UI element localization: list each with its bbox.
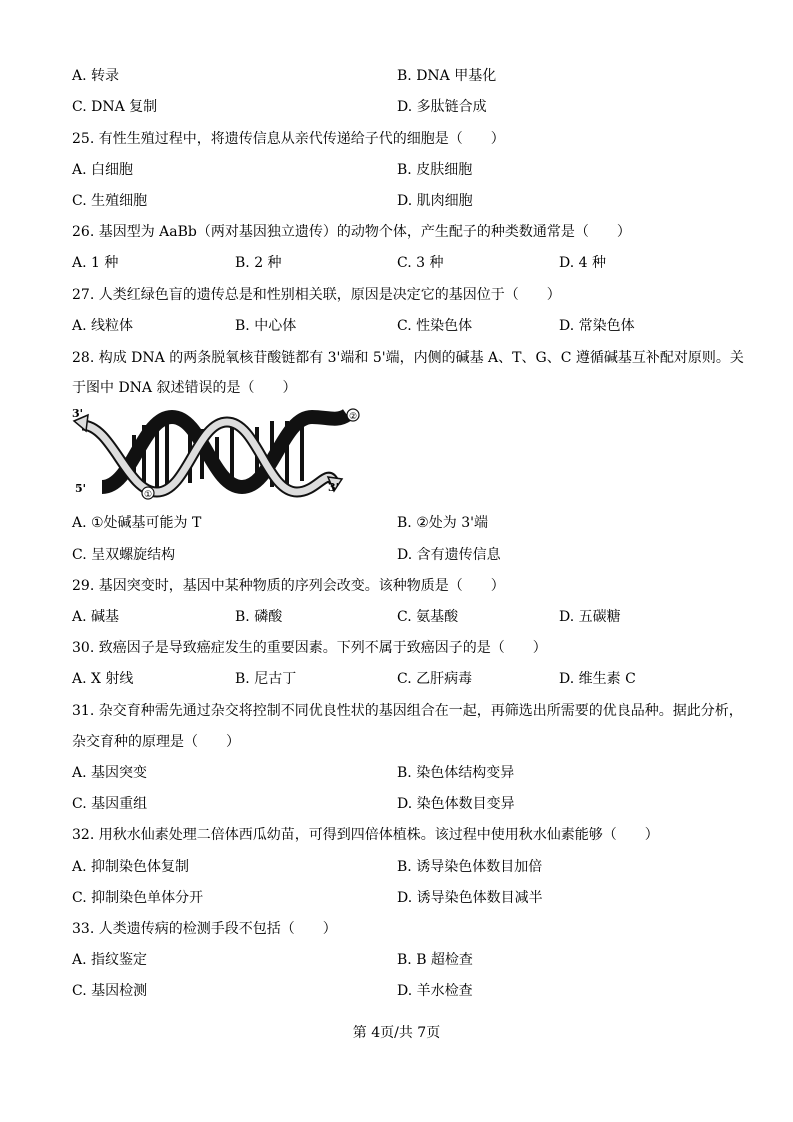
q28-stem-line1: 28. 构成 DNA 的两条脱氧核苷酸链都有 3'端和 5'端，内侧的碱基 A、T、G、C 遵循碱基互补配对原则。关 [72, 350, 744, 366]
q24-option-c: C. DNA 复制 [72, 99, 158, 115]
q28-stem-line2: 于图中 DNA 叙述错误的是（ ） [72, 380, 297, 396]
q30-option-a: A. X 射线 [72, 671, 134, 687]
q28-option-d: D. 含有遗传信息 [397, 547, 501, 563]
label-3-prime-top: 3' [72, 407, 84, 420]
q31-option-d: D. 染色体数目变异 [397, 796, 515, 812]
q28-option-b: B. ②处为 3'端 [397, 515, 488, 531]
q27-option-a: A. 线粒体 [72, 318, 134, 334]
q33-option-c: C. 基因检测 [72, 983, 148, 999]
q26-option-d: D. 4 种 [559, 255, 606, 271]
label-5-prime-bottom: 5' [75, 482, 87, 495]
q26-option-c: C. 3 种 [397, 255, 444, 271]
dna-double-helix-figure [72, 407, 362, 502]
q29-option-d: D. 五碳糖 [559, 609, 621, 625]
q33-stem: 33. 人类遗传病的检测手段不包括（ ） [72, 921, 337, 937]
q30-option-d: D. 维生素 C [559, 671, 636, 687]
q25-stem: 25. 有性生殖过程中，将遗传信息从亲代传递给子代的细胞是（ ） [72, 131, 505, 147]
q27-option-c: C. 性染色体 [397, 318, 473, 334]
q24-option-b: B. DNA 甲基化 [397, 68, 497, 84]
q32-option-d: D. 诱导染色体数目减半 [397, 890, 543, 906]
q32-stem: 32. 用秋水仙素处理二倍体西瓜幼苗，可得到四倍体植株。该过程中使用秋水仙素能够（ ） [72, 827, 659, 843]
page-number-footer: 第 4页/共 7页 [352, 1025, 441, 1041]
q27-stem: 27. 人类红绿色盲的遗传总是和性别相关联，原因是决定它的基因位于（ ） [72, 287, 561, 303]
q24-option-a: A. 转录 [72, 68, 120, 84]
q31-option-a: A. 基因突变 [72, 765, 148, 781]
q25-option-a: A. 白细胞 [72, 162, 134, 178]
q25-option-d: D. 肌肉细胞 [397, 193, 473, 209]
q25-option-c: C. 生殖细胞 [72, 193, 148, 209]
q25-option-b: B. 皮肤细胞 [397, 162, 473, 178]
q28-option-c: C. 呈双螺旋结构 [72, 547, 176, 563]
q32-option-b: B. 诱导染色体数目加倍 [397, 859, 543, 875]
q29-option-b: B. 磷酸 [235, 609, 283, 625]
q31-stem-line2: 杂交育种的原理是（ ） [72, 734, 240, 750]
q33-option-d: D. 羊水检查 [397, 983, 473, 999]
q30-option-b: B. 尼古丁 [235, 671, 297, 687]
q28-option-a: A. ①处碱基可能为 T [72, 515, 202, 531]
q33-option-b: B. B 超检查 [397, 952, 473, 968]
q29-option-a: A. 碱基 [72, 609, 120, 625]
q27-option-d: D. 常染色体 [559, 318, 635, 334]
q27-option-b: B. 中心体 [235, 318, 297, 334]
q26-stem: 26. 基因型为 AaBb（两对基因独立遗传）的动物个体，产生配子的种类数通常是（ ） [72, 224, 631, 240]
q26-option-b: B. 2 种 [235, 255, 282, 271]
q24-option-d: D. 多肽链合成 [397, 99, 487, 115]
q33-option-a: A. 指纹鉴定 [72, 952, 148, 968]
q31-option-c: C. 基因重组 [72, 796, 148, 812]
marker-1: ① [144, 490, 153, 500]
q26-option-a: A. 1 种 [72, 255, 119, 271]
q29-option-c: C. 氨基酸 [397, 609, 459, 625]
q30-option-c: C. 乙肝病毒 [397, 671, 473, 687]
q32-option-a: A. 抑制染色体复制 [72, 859, 190, 875]
label-3-prime-bottom: 3' [328, 481, 340, 494]
q31-option-b: B. 染色体结构变异 [397, 765, 515, 781]
q32-option-c: C. 抑制染色单体分开 [72, 890, 204, 906]
q29-stem: 29. 基因突变时，基因中某种物质的序列会改变。该种物质是（ ） [72, 578, 505, 594]
marker-2: ② [349, 412, 358, 422]
q31-stem-line1: 31. 杂交育种需先通过杂交将控制不同优良性状的基因组合在一起，再筛选出所需要的优良品种。据此分析， [72, 703, 743, 719]
q30-stem: 30. 致癌因子是导致癌症发生的重要因素。下列不属于致癌因子的是（ ） [72, 640, 547, 656]
